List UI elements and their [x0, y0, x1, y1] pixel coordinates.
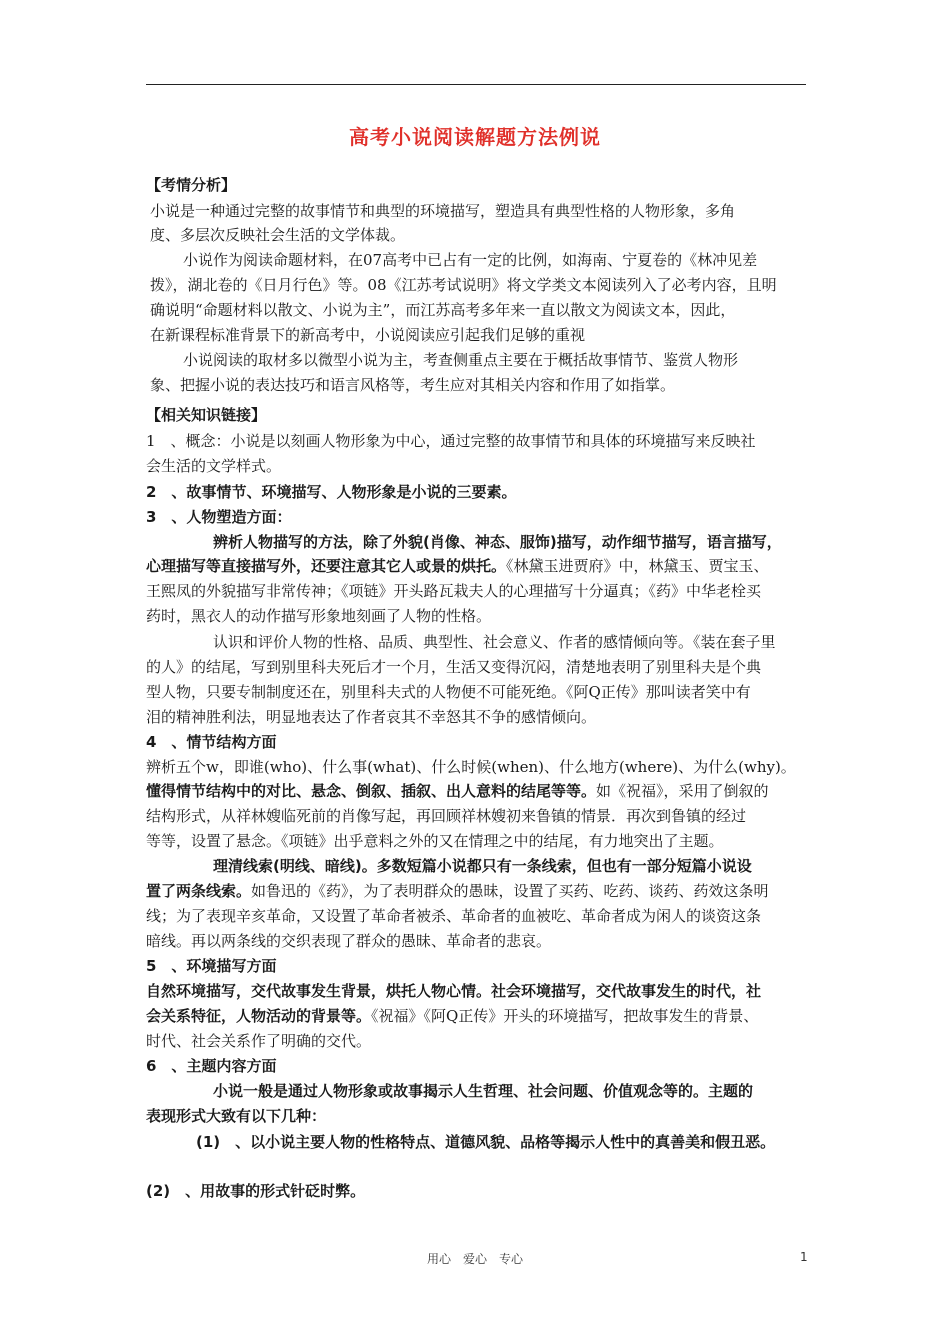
bold-text: 置了两条线索。: [146, 882, 252, 900]
header-rule: [146, 84, 806, 85]
normal-text: 《林黛玉进贾府》中，林黛玉、贾宝玉、: [506, 557, 769, 575]
paragraph-line: 线；为了表现辛亥革命，又设置了革命者被杀、革命者的血被吃、革命者成为闲人的谈资这条: [146, 907, 762, 925]
paragraph-line: [146, 557, 769, 575]
paragraph-line: 型人物，只要专制制度还在，别里科夫式的人物便不可能死绝。《阿Q正传》那叫读者笑中有: [146, 683, 751, 701]
paragraph-line: 小说作为阅读命题材料，在07高考中已占有一定的比例，如海南、宁夏卷的《林冲见差: [183, 251, 758, 269]
normal-text: 《祝福》《阿Q正传》开头的环境描写，把故事发生的背景、: [371, 1007, 759, 1025]
paragraph-line: 王熙凤的外貌描写非常传神；《项链》开头路瓦栽夫人的心理描写十分逼真；《药》中华老栓买: [146, 582, 762, 600]
paragraph-line: 象、把握小说的表达技巧和语言风格等，考生应对其相关内容和作用了如指掌。: [150, 376, 676, 394]
paragraph-line: 的人》的结尾，写到别里科夫死后才一个月，生活又变得沉闷，清楚地表明了别里科夫是个典: [146, 658, 762, 676]
bold-text: 心理描写等直接描写外，还要注意其它人或景的烘托。: [146, 557, 507, 575]
page-footer: 用心 爱心 专心: [426, 1252, 523, 1266]
paragraph-line: 小说一般是通过人物形象或故事揭示人生哲理、社会问题、价值观念等的。主题的: [213, 1082, 754, 1100]
page-number: 1: [800, 1250, 808, 1264]
paragraph-line: 确说明“命题材料以散文、小说为主”，而江苏高考多年来一直以散文为阅读文本，因此，: [150, 301, 736, 319]
paragraph-line: [146, 1007, 758, 1025]
paragraph-line: [146, 782, 769, 800]
paragraph-line: 结构形式，从祥林嫂临死前的肖像写起，再回顾祥林嫂初来鲁镇的情景．再次到鲁镇的经过: [146, 807, 747, 825]
list-item: 2 、故事情节、环境描写、人物形象是小说的三要素。: [146, 483, 517, 501]
paragraph-line: 在新课程标准背景下的新高考中，小说阅读应引起我们足够的重视: [150, 326, 586, 344]
paragraph-line: 自然环境描写，交代故事发生背景，烘托人物心情。社会环境描写，交代故事发生的时代，社: [146, 982, 762, 1000]
normal-text: 如鲁迅的《药》，为了表明群众的愚昧，设置了买药、吃药、谈药、药效这条明: [251, 882, 769, 900]
paragraph-line: [146, 882, 769, 900]
paragraph-line: 小说是一种通过完整的故事情节和典型的环境描写，塑造具有典型性格的人物形象，多角: [150, 202, 736, 220]
paragraph-line: 泪的精神胜利法，明显地表达了作者哀其不幸怒其不争的感情倾向。: [146, 708, 597, 726]
paragraph-line: 药时，黑衣人的动作描写形象地刻画了人物的性格。: [146, 607, 492, 625]
paragraph-line: 等等，设置了悬念。《项链》出乎意料之外的又在情理之中的结尾，有力地突出了主题。: [146, 832, 724, 850]
list-item: 1 、概念：小说是以刻画人物形象为中心，通过完整的故事情节和具体的环境描写来反映社: [146, 432, 756, 450]
list-item: 4 、情节结构方面: [146, 733, 277, 751]
section-heading-zhishi: 【相关知识链接】: [146, 406, 267, 424]
bold-text: 会关系特征，人物活动的背景等。: [146, 1007, 372, 1025]
normal-text: 如《祝福》，采用了倒叙的: [596, 782, 769, 800]
bold-text: 懂得情节结构中的对比、悬念、倒叙、插叙、出人意料的结尾等等。: [146, 782, 597, 800]
page-title: 高考小说阅读解题方法例说: [349, 125, 601, 149]
list-item: 6 、主题内容方面: [146, 1057, 277, 1075]
paragraph-line: 度、多层次反映社会生活的文学体裁。: [150, 226, 406, 244]
paragraph-line: 认识和评价人物的性格、品质、典型性、社会意义、作者的感情倾向等。《装在套子里: [213, 633, 776, 651]
paragraph-line: 时代、社会关系作了明确的交代。: [146, 1032, 372, 1050]
paragraph-line: 表现形式大致有以下几种：: [146, 1107, 327, 1125]
list-item: (1) 、以小说主要人物的性格特点、道德风貌、品格等揭示人性中的真善美和假丑恶。: [196, 1133, 776, 1151]
paragraph-line: 暗线。再以两条线的交织表现了群众的愚昧、革命者的悲哀。: [146, 932, 552, 950]
paragraph-line: 拨》，湖北卷的《日月行色》等。08《江苏考试说明》将文学类文本阅读列入了必考内容，且明: [150, 276, 777, 294]
paragraph-line: 会生活的文学样式。: [146, 457, 282, 475]
section-heading-kaoqing: 【考情分析】: [146, 176, 237, 194]
list-item: (2) 、用故事的形式针砭时弊。: [146, 1182, 366, 1200]
paragraph-line: 辨析人物描写的方法，除了外貌(肖像、神态、服饰)描写，动作细节描写，语言描写，: [213, 533, 782, 551]
paragraph-line: 辨析五个w，即谁(who)、什么事(what)、什么时候(when)、什么地方(where)、为什么(why)。: [146, 758, 796, 776]
paragraph-line: 小说阅读的取材多以微型小说为主，考查侧重点主要在于概括故事情节、鉴赏人物形: [183, 351, 739, 369]
list-item: 5 、环境描写方面: [146, 957, 277, 975]
paragraph-line: 理清线索(明线、暗线)。多数短篇小说都只有一条线索，但也有一部分短篇小说设: [213, 857, 752, 875]
list-item: 3 、人物塑造方面：: [146, 508, 292, 526]
